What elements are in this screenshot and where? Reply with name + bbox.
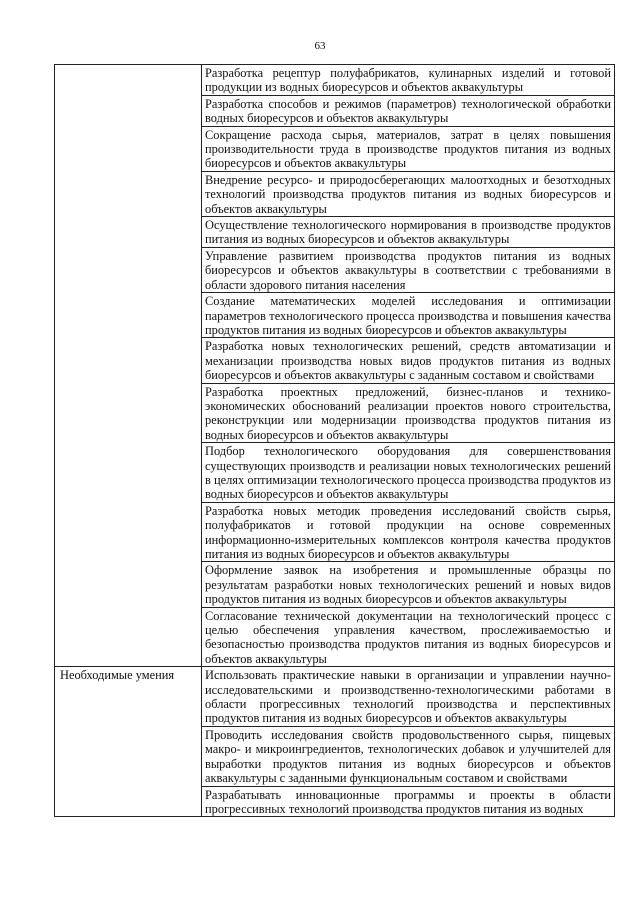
duties-table: [54, 64, 615, 817]
table-row: [55, 65, 615, 96]
table-cell: Разработка способов и режимов (параметров) технологической обработки водных биоресурсов и объектов аквакультуры: [202, 95, 615, 126]
table-cell: Разработка проектных предложений, бизнес-планов и технико-экономических обоснований реализации проектов нового строительства, реконструкции или модернизации производства продуктов питания из водных биоресурсов и объектов аквакультуры: [202, 383, 615, 443]
table-cell: Согласование технической документации на технологический процесс с целью обеспечения управления качеством, прослеживаемостью и безопасностью производства продуктов питания из водных биоресурсов и объектов аквакультуры: [202, 607, 615, 667]
table-cell: Внедрение ресурсо- и природосберегающих малоотходных и безотходных технологий производства продуктов питания из водных биоресурсов и объектов аквакультуры: [202, 171, 615, 216]
table-cell: Проводить исследования свойств продовольственного сырья, пищевых макро- и микроингредиентов, технологических добавок и улучшителей для выработки продуктов питания из водных биоресурсов и объектов аквакультуры с заданными функциональным составом и свойствами: [202, 726, 615, 786]
row-group-label: Необходимые умения: [55, 667, 202, 817]
table-cell: Подбор технологического оборудования для совершенствования существующих производств и реализации новых технологических решений в целях оптимизации технологического процесса производства продуктов из водных биоресурсов и объектов аквакультуры: [202, 443, 615, 503]
table-cell: Создание математических моделей исследования и оптимизации параметров технологического процесса производства и повышения качества продуктов питания из водных биоресурсов и объектов аквакультуры: [202, 293, 615, 338]
table-row: [55, 667, 615, 727]
table-cell: Разрабатывать инновационные программы и проекты в области прогрессивных технологий производства продуктов питания из водных: [202, 786, 615, 817]
row-group-label: [55, 65, 202, 667]
table-cell: Осуществление технологического нормирования в производстве продуктов питания из водных биоресурсов и объектов аквакультуры: [202, 217, 615, 248]
table-cell: Управление развитием производства продуктов питания из водных биоресурсов и объектов аквакультуры в соответствии с требованиями в области здорового питания населения: [202, 247, 615, 292]
table-cell: Сокращение расхода сырья, материалов, затрат в целях повышения производительности труда в производстве продуктов питания из водных биоресурсов и объектов аквакультуры: [202, 126, 615, 171]
table-cell: Разработка рецептур полуфабрикатов, кулинарных изделий и готовой продукции из водных биоресурсов и объектов аквакультуры: [202, 65, 615, 96]
table-cell: Разработка новых методик проведения исследований свойств сырья, полуфабрикатов и готовой продукции на основе современных информационно-измерительных комплексов контроля качества продуктов питания из водных биоресурсов и объектов аквакультуры: [202, 502, 615, 562]
table-cell: Разработка новых технологических решений, средств автоматизации и механизации производства новых видов продуктов питания из водных биоресурсов и объектов аквакультуры с заданным составом и свойствами: [202, 338, 615, 383]
page-number: 63: [314, 40, 326, 52]
table-cell: Использовать практические навыки в организации и управлении научно-исследовательскими и производственно-технологическими работами в области прогрессивных технологий производства и перспективных продуктов питания из водных биоресурсов и объектов аквакультуры: [202, 667, 615, 727]
table-cell: Оформление заявок на изобретения и промышленные образцы по результатам разработки новых технологических решений и новых видов продуктов питания из водных биоресурсов и объектов аквакультуры: [202, 562, 615, 607]
